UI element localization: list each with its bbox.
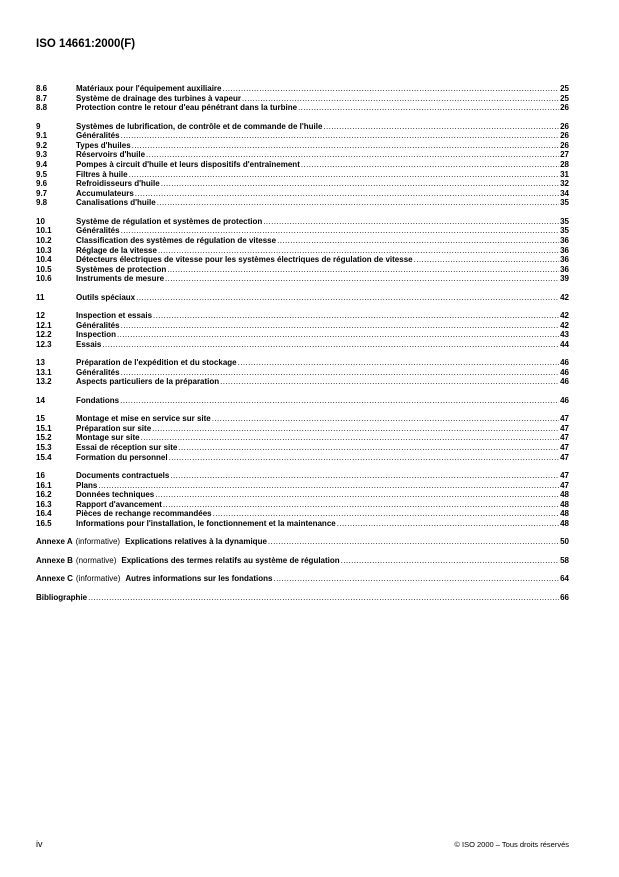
annex-page: 64 [560,574,569,584]
toc-entry-title: Inspection [76,330,117,340]
dot-leader [98,481,559,491]
dot-leader [301,160,559,170]
toc-entry-number: 9 [36,121,41,131]
toc-section-group [36,358,569,387]
toc-entry-title: Généralités [76,131,120,141]
toc-entry-title: Rapport d'avancement [76,499,162,509]
dot-leader [169,453,560,463]
toc-entry-title: Plans [76,480,98,490]
dot-leader [102,340,559,350]
toc-entry-number: 16.4 [36,509,52,519]
toc-entry[interactable] [36,84,569,94]
toc-entry-title: Données techniques [76,490,155,500]
toc-entry[interactable] [36,500,569,510]
toc-entry-number: 8.6 [36,84,48,93]
dot-leader [167,265,559,275]
toc-entry-number: 9.8 [36,198,48,208]
toc-entry-title: Systèmes de lubrification, de contrôle et de commande de l'huile [76,121,323,131]
dot-leader [277,236,559,246]
toc-entry[interactable] [36,94,569,104]
annex-label: Annexe B [36,555,73,565]
toc-entry[interactable] [36,160,569,170]
toc-entry[interactable] [36,293,569,303]
dot-leader [135,189,559,199]
toc-entry-page: 46 [560,377,569,387]
toc-bibliography-group [36,593,569,603]
toc-entry-number: 9.1 [36,131,48,141]
bibliography-title: Bibliographie [36,592,88,602]
toc-entry-number: 8.8 [36,103,48,113]
toc-entry-number: 12 [36,311,45,321]
toc-entry[interactable] [36,424,569,434]
dot-leader [129,170,560,180]
toc-entry-title: Inspection et essais [76,311,153,321]
dot-leader [274,574,560,584]
toc-entry-title: Pièces de rechange recommandées [76,509,212,519]
toc-entry-number: 16.2 [36,490,52,500]
toc-annex-group [36,574,569,584]
toc-entry-title: Accumulateurs [76,188,134,198]
toc-entry-title: Système de drainage des turbines à vapeur [76,93,241,103]
dot-leader [120,396,559,406]
toc-section-group [36,84,569,113]
annex-page: 50 [560,537,569,547]
toc-entry-title: Généralités [76,320,120,330]
toc-entry-title: Pompes à circuit d'huile et leurs dispositifs d'entraînement [76,159,300,169]
dot-leader [341,556,559,566]
toc-entry[interactable] [36,358,569,368]
toc-entry-page: 47 [560,480,569,490]
dot-leader [178,443,559,453]
toc-entry-title: Classification des systèmes de régulation de vitesse [76,235,277,245]
toc-entry-page: 47 [560,414,569,424]
dot-leader [121,131,560,141]
toc-entry-page: 42 [560,320,569,330]
annex-kind: (informative) [75,574,121,584]
toc-entry-number: 9.7 [36,188,48,198]
annex-kind: (informative) [75,537,121,547]
toc-entry-page: 47 [560,442,569,452]
toc-entry-page: 32 [560,179,569,189]
toc-entry[interactable] [36,226,569,236]
dot-leader [298,103,559,113]
toc-entry-page: 26 [560,121,569,131]
dot-leader [170,471,559,481]
toc-section-group [36,414,569,462]
toc-entry-number: 9.5 [36,169,48,179]
toc-entry[interactable] [36,131,569,141]
toc-entry-title: Documents contractuels [76,470,170,480]
toc-entry-page: 48 [560,518,569,528]
toc-entry-page: 26 [560,131,569,141]
toc-annex-entry[interactable] [36,537,569,547]
toc-entry-page: 43 [560,330,569,340]
annex-label: Annexe C [36,574,73,584]
toc-entry[interactable] [36,179,569,189]
toc-entry-title: Instruments de mesure [76,274,165,284]
toc-entry-number: 15 [36,414,45,424]
page-number: iv [36,839,43,849]
annex-title: Autres informations sur les fondations [125,574,273,584]
toc-entry-title: Généralités [76,226,120,236]
toc-entry-number: 13.2 [36,377,52,387]
toc-entry[interactable] [36,141,569,151]
toc-entry-number: 10.5 [36,264,52,274]
dot-leader [88,593,559,603]
dot-leader [121,321,560,331]
dot-leader [337,519,559,529]
dot-leader [323,122,559,132]
toc-entry-title: Types d'huiles [76,140,131,150]
toc-entry-title: Systèmes de protection [76,264,167,274]
toc-section-group [36,217,569,284]
toc-entry-page: 26 [560,140,569,150]
toc-entry-title: Matériaux pour l'équipement auxiliaire [76,84,222,93]
toc-entry[interactable] [36,481,569,491]
toc-entry-page: 36 [560,245,569,255]
toc-entry[interactable] [36,433,569,443]
toc-section-group [36,122,569,208]
toc-entry-title: Montage et mise en service sur site [76,414,211,424]
dot-leader [238,358,559,368]
toc-entry-title: Informations pour l'installation, le fonctionnement et la maintenance [76,518,336,528]
toc-entry-page: 25 [560,84,569,93]
dot-leader [158,246,559,256]
dot-leader [121,226,560,236]
bibliography-page: 66 [560,592,569,602]
toc-entry[interactable] [36,150,569,160]
dot-leader [268,537,559,547]
toc-entry-number: 9.4 [36,159,48,169]
table-of-contents [36,84,569,611]
dot-leader [153,311,559,321]
toc-entry-page: 42 [560,311,569,321]
toc-entry[interactable] [36,443,569,453]
toc-entry-number: 9.3 [36,150,48,160]
toc-entry[interactable] [36,490,569,500]
toc-entry-number: 10.1 [36,226,52,236]
toc-entry-page: 47 [560,470,569,480]
dot-leader [121,368,560,378]
annex-title: Explications relatives à la dynamique [125,537,267,547]
toc-entry[interactable] [36,217,569,227]
toc-bibliography-entry[interactable] [36,593,569,603]
toc-entry-number: 10.4 [36,255,52,265]
toc-section-group [36,311,569,349]
toc-entry-title: Protection contre le retour d'eau pénétrant dans la turbine [76,103,298,113]
toc-entry[interactable] [36,311,569,321]
toc-entry-number: 12.2 [36,330,52,340]
toc-entry[interactable] [36,246,569,256]
toc-entry[interactable] [36,170,569,180]
toc-entry-number: 16 [36,470,45,480]
toc-entry-page: 46 [560,395,569,405]
annex-page: 58 [560,555,569,565]
toc-entry[interactable] [36,519,569,529]
dot-leader [141,433,560,443]
toc-entry[interactable] [36,330,569,340]
toc-entry-number: 10.6 [36,274,52,284]
toc-entry[interactable] [36,340,569,350]
toc-entry[interactable] [36,509,569,519]
dot-leader [117,330,559,340]
toc-entry[interactable] [36,198,569,208]
toc-entry-number: 10.3 [36,245,52,255]
toc-entry-title: Préparation de l'expédition et du stockage [76,358,237,368]
dot-leader [152,424,559,434]
toc-entry-title: Détecteurs électriques de vitesse pour les systèmes électriques de régulation de vitesse [76,255,413,265]
toc-entry-page: 26 [560,103,569,113]
toc-entry-title: Réservoirs d'huile [76,150,146,160]
toc-section-group [36,293,569,303]
toc-entry-title: Généralités [76,367,120,377]
toc-entry-page: 27 [560,150,569,160]
toc-entry-page: 35 [560,216,569,226]
copyright-notice: © ISO 2000 – Tous droits réservés [454,840,569,849]
toc-entry-title: Fondations [76,395,120,405]
toc-entry-number: 8.7 [36,93,48,103]
toc-entry-page: 48 [560,499,569,509]
toc-entry-number: 9.6 [36,179,48,189]
toc-entry-number: 15.3 [36,442,52,452]
dot-leader [220,377,559,387]
toc-entry-title: Système de régulation et systèmes de protection [76,216,263,226]
toc-entry-number: 15.1 [36,423,52,433]
dot-leader [132,141,559,151]
toc-entry-title: Canalisations d'huile [76,198,156,208]
toc-entry-number: 15.2 [36,433,52,443]
toc-entry[interactable] [36,189,569,199]
toc-entry[interactable] [36,368,569,378]
toc-entry-number: 13.1 [36,367,52,377]
annex-kind: (normative) [75,555,117,565]
toc-entry-page: 47 [560,423,569,433]
toc-entry-page: 36 [560,235,569,245]
toc-entry[interactable] [36,414,569,424]
document-header: ISO 14661:2000(F) [36,38,136,50]
toc-entry-page: 46 [560,358,569,368]
toc-entry-number: 10.2 [36,235,52,245]
toc-entry-title: Essai de réception sur site [76,442,178,452]
dot-leader [165,274,559,284]
toc-entry[interactable] [36,471,569,481]
dot-leader [136,293,559,303]
toc-entry-page: 42 [560,292,569,302]
annex-label: Annexe A [36,537,73,547]
annex-title: Explications des termes relatifs au système de régulation [121,555,340,565]
dot-leader [146,150,559,160]
toc-entry-number: 12.1 [36,320,52,330]
dot-leader [161,179,559,189]
toc-entry-page: 46 [560,367,569,377]
toc-entry-title: Montage sur site [76,433,140,443]
toc-entry[interactable] [36,236,569,246]
toc-entry[interactable] [36,274,569,284]
toc-entry-page: 25 [560,93,569,103]
dot-leader [263,217,559,227]
toc-entry-title: Réglage de la vitesse [76,245,157,255]
toc-entry-number: 9.2 [36,140,48,150]
toc-entry-title: Essais [76,339,102,349]
toc-entry-title: Préparation sur site [76,423,152,433]
toc-section-group [36,396,569,406]
toc-annex-entry[interactable] [36,574,569,584]
toc-entry-title: Formation du personnel [76,452,168,462]
toc-entry[interactable] [36,103,569,113]
toc-entry-number: 11 [36,292,45,302]
dot-leader [155,490,559,500]
toc-annex-group [36,556,569,566]
toc-entry-title: Refroidisseurs d'huile [76,179,160,189]
toc-entry-number: 10 [36,216,45,226]
toc-annex-group [36,537,569,547]
toc-entry-title: Outils spéciaux [76,292,136,302]
dot-leader [163,500,559,510]
toc-entry-page: 39 [560,274,569,284]
dot-leader [157,198,559,208]
toc-entry-page: 48 [560,490,569,500]
toc-entry-page: 35 [560,226,569,236]
toc-entry[interactable] [36,265,569,275]
dot-leader [414,255,560,265]
toc-entry-page: 35 [560,198,569,208]
toc-entry-number: 15.4 [36,452,52,462]
toc-entry[interactable] [36,396,569,406]
toc-entry-page: 34 [560,188,569,198]
toc-entry-number: 16.3 [36,499,52,509]
dot-leader [242,94,559,104]
toc-entry[interactable] [36,321,569,331]
toc-entry[interactable] [36,453,569,463]
toc-entry[interactable] [36,122,569,132]
toc-entry-page: 44 [560,339,569,349]
toc-entry-page: 31 [560,169,569,179]
toc-entry-page: 36 [560,264,569,274]
toc-entry[interactable] [36,377,569,387]
dot-leader [212,414,559,424]
toc-entry-title: Filtres à huile [76,169,128,179]
toc-entry-title: Aspects particuliers de la préparation [76,377,220,387]
toc-entry-page: 48 [560,509,569,519]
toc-entry-page: 36 [560,255,569,265]
toc-entry-number: 13 [36,358,45,368]
toc-entry-number: 16.5 [36,518,52,528]
dot-leader [223,84,560,94]
toc-entry-number: 12.3 [36,339,52,349]
toc-entry-page: 47 [560,452,569,462]
toc-section-group [36,471,569,529]
toc-entry-number: 14 [36,395,45,405]
dot-leader [213,509,559,519]
toc-entry-number: 16.1 [36,480,52,490]
toc-entry-page: 47 [560,433,569,443]
toc-entry-page: 28 [560,159,569,169]
toc-entry[interactable] [36,255,569,265]
toc-annex-entry[interactable] [36,556,569,566]
